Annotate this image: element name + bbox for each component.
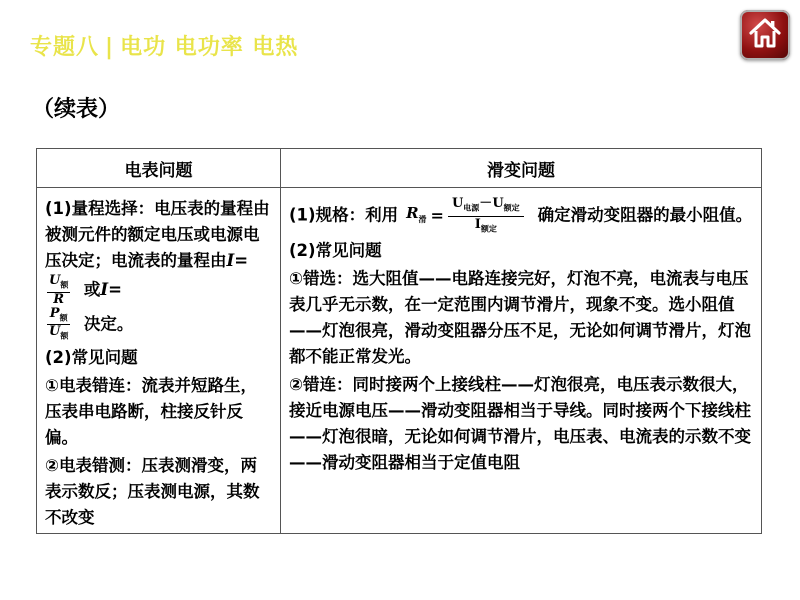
rheostat-resistance-formula: $R_滑$ = $\frac{U_{电源}-U_{额定}}{I_{额定}}$ <box>406 196 524 236</box>
meter-wrong-measurement: ②电表错测：压表测滑变，两表示数反；压表测电源，其数不改变 <box>45 455 260 527</box>
meter-range-selection: (1)量程选择：电压表的量程由被测元件的额定电压或电源电压决定；电流表的量程由I= $\frac{U_额}{R}$ 或I= $\frac{P_额}{U_额}$ 决定。 <box>45 199 270 341</box>
section-subtitle: （续表） <box>32 97 121 122</box>
current-formula-fraction-2: $\frac{P_额}{U_额}$ <box>49 305 69 341</box>
home-icon <box>748 16 782 54</box>
rheostat-wrong-connection: ②错连：同时接两个上接线柱——灯泡很亮，电压表示数很大，接近电源电压——滑动变阻器相当于导线。同时接两个下接线柱——灯泡很暗，无论如何调节滑片，电压表、电流表的示数不变——滑动变阻器相当于定值电阻 <box>289 375 751 473</box>
header-title <box>30 30 298 61</box>
home-button[interactable] <box>740 10 790 60</box>
meter-common-problems-heading: (2)常见问题 <box>45 347 138 367</box>
header-separator: | <box>105 35 115 60</box>
rheostat-common-problems-heading: (2)常见问题 <box>289 241 382 261</box>
meter-wrong-connection: ①电表错连：流表并短路生，压表串电路断，柱接反针反偏。 <box>45 375 257 447</box>
rheostat-specification: (1)规格：利用 $R_滑$ = $\frac{U_{电源}-U_{额定}}{I_{额定}}$ 确定滑动变阻器的最小阻值。 <box>289 196 753 236</box>
header-chapter-title: 电功 电功率 电热 <box>120 35 299 60</box>
header-topic: 专题八 <box>30 35 100 60</box>
table-header-meter: 电表问题 <box>37 149 281 188</box>
rheostat-wrong-selection: ①错选：选大阻值——电路连接完好，灯泡不亮，电流表与电压表几乎无示数，在一定范围内调节滑片，现象不变。选小阻值——灯泡很亮，滑动变阻器分压不足，无论如何调节滑片，灯泡都不能正常发光。 <box>289 269 751 367</box>
table-row <box>37 188 762 534</box>
current-formula-fraction-1: $\frac{U_额}{R}$ <box>49 273 69 307</box>
table-header-rheostat: 滑变问题 <box>281 149 762 188</box>
comparison-table <box>36 148 762 534</box>
table-header-row <box>37 149 762 188</box>
rheostat-issues-cell <box>281 188 762 534</box>
meter-issues-cell <box>37 188 281 534</box>
